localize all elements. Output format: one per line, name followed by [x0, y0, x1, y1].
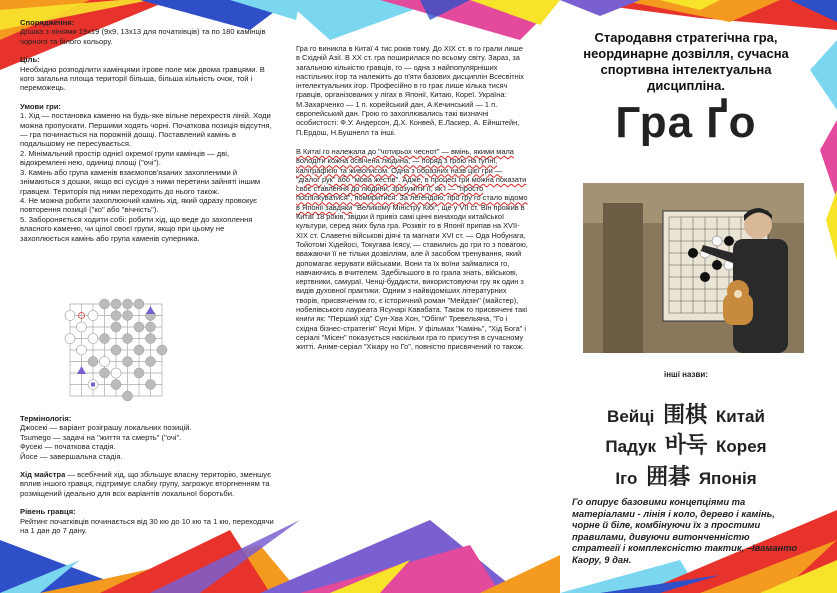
master-text: — всебічний хід, що збільшує власну територію, зменшує вплив іншого гравця, підтримує слабку групу, загрожує вторгненням та розміщений ідеально для всіх варіантів локальної боротьби.: [20, 470, 271, 498]
other-names-heading: інші назви:: [663, 370, 709, 379]
panel-right: [570, 30, 802, 147]
country-japan: Японія: [698, 469, 757, 488]
glyph-korea: 바둑: [664, 432, 708, 457]
master-lead: Хід майстра: [20, 470, 66, 480]
quote-text: Го опирує базовими концепціями та матеріалами - лінія і коло, дерево і камінь, чорне й біле, комбінуючи їх з простими правилами, дивуючи витонченністю стратегії і комплексністю тактик, –Іваманто Каору, 9 дан.: [572, 496, 798, 565]
equipment-heading: Спорядження:: [20, 18, 75, 27]
equipment-text: Дошка з лініями 19х19 (9х9, 13х13 для початківців) та по 180 камінців чорного та білого кольору.: [20, 27, 266, 46]
levels-heading: Рівень гравця:: [20, 507, 76, 517]
name-row-korea: [570, 428, 802, 459]
japan-highlight-text: В Китаї го належала до "чотирьох чеснот" — вмінь, якими мала володіти кожна освічена людина, — поряд з грою на гуґіні, каліграфією та живописом. Одна з образних назв цієї гри — "діалог рук" або "мова жестів". Адже, в процесі гри можна показати своє ставлення до людини, зрозуміти її, як і — "просто поспілкуватися", помиритися. За легендою, про гру го стало відомо в Японії завдяки: [296, 146, 528, 212]
rules-text: 1. Хід — постановка каменю на будь-яке вільне перехрестя ліній. Ходи можна пропускати. Першими ходять чорні. Початкова позиція відсутня, — гра починається на порожній дошці. Поставлений камінь в подальшому не пересувається. 2. Мінімальний простір однієї окремої групи камінців — дві, відокремлені нею, одиниці площі ("очі"). 3. Камінь або група каменів взаємопов'язаних захопленими й знімаються з дошки, якщо всі сусідні з ними перетини зайняті іншим гравцем. Територія під ними переходить до нього також. 4. Не можна робити захоплюючий камінь хід, який одразу провокує повторення позиції ("ко" або "вічність"). 5. Забороняється ходити собі: робити хід, що веде до захоплення власного каменю, чи цілої своєї групи, якщо при цьому не захоплюється камінь або група каменів суперника.: [20, 111, 272, 243]
terms-heading: Термінологія:: [20, 414, 72, 423]
name-row-japan: [570, 460, 802, 491]
terms-text: Джосекі — варіант розіграшу локальних позицій. Tsumego — задачі на "життя та смерть" ("очі". Фусекі — початкова стадія. Йосе — завершальна стадія.: [20, 423, 192, 461]
glyph-china: 围棋: [663, 402, 708, 427]
name-japan: Іго: [615, 469, 638, 488]
glyph-japan: 囲碁: [646, 464, 691, 489]
name-korea: Падук: [605, 437, 657, 456]
name-row-china: [570, 398, 802, 429]
name-china: Вейці: [607, 407, 655, 426]
rules-heading: Умови гри:: [20, 101, 61, 111]
country-china: Китай: [715, 407, 765, 426]
brochure-subtitle: Стародавня стратегічна гра, неординарне дозвілля, сучасна спортивна інтелектуальна дисципліна.: [583, 30, 789, 93]
country-korea: Корея: [716, 437, 767, 456]
brochure-title: Гра Ґо: [615, 98, 757, 147]
japan-text: "Великому Міністру Кібі", ще у VII ст. Він прожив в Китаї 18 років, звідки й привіз самі цінні винаходи китайської культури, серед яких була гра. Розквіт го в Японії припав на XVII-XIX ст. Славетні військові діячі та магнати XVI ст. — Ода Нобунага, Тойотомі Хідейосі, Токугава Ієясу, — ставились до гри го з повагою, вважаючи її не тільки дозвіллям, але й засобом тренування, який допомагає керувати військами. Вони та їх воїни займалися го, навчаючись в вчителем. Здебільшого в го грала знать, військові, кертвники, самураї. Ченці-буддисти, використовуючи гру як один з видів духовної практики. Одним з найвідоміших літературних творів, присвяченим го, є історичний роман "Мейдзін" (майстер), нобелівського лауреата Ясунарі Кавабата. Також го присвячені такі книги як: "Перший хід" Сун-Хва Хон, "Обігм" Тревельяна, "Го і східна бізнес-стратегія" Ясукі Мірн. У фільмах "Камінь", "Хід Бога" і серіалі "Місен" показується наскільки гра го присутня в сучасному житті. Аніме-серіал "Хікару но Го", повністю присвячений го також.: [296, 202, 528, 352]
panel-left-bottom: [20, 414, 275, 544]
panel-middle: [296, 44, 528, 361]
go-diagram: [64, 298, 168, 402]
goal-heading: Ціль:: [20, 55, 40, 65]
panel-left: [20, 18, 275, 252]
history-text: Гра го виникла в Китаї 4 тис років тому. До XIX ст. в го грали лише в Східній Азії. В XX ст. гра поширилася по всьому світу. Зараз, за загальною кількістю гравців, го — одна з найпопулярніших настільних ігор та належить до п'яти базових дисциплін Всесвітніх інтелектуальних ігор. Професійно в го грає лише кілька тисяч гравців, організованих у лігах в Японії, Китаю, Кореї. Україна: М.Захарченко — 1 п. корейський дан, А.Кечинський — 1 п. європейський дан. Грою го захоплювались такі визначні особистості: Ф.У. Андерсон, Д.Х. Конвей, Е.Ласкер, А. Ейнштейн, П.Ердош, Н.Бушнелл та інші.: [296, 44, 525, 137]
goal-text: Необхідно розподілити камінцями ігрове поле між двома гравцями. В кого загальна площа території більша, більша кількість очок, той і переможець.: [20, 64, 265, 93]
levels-text: Рейтинг початківців починається від 30 кю до 10 кю та 1 кю, переходячи на 1 дан до 7 дану.: [20, 516, 274, 536]
player-photo: [583, 183, 804, 353]
